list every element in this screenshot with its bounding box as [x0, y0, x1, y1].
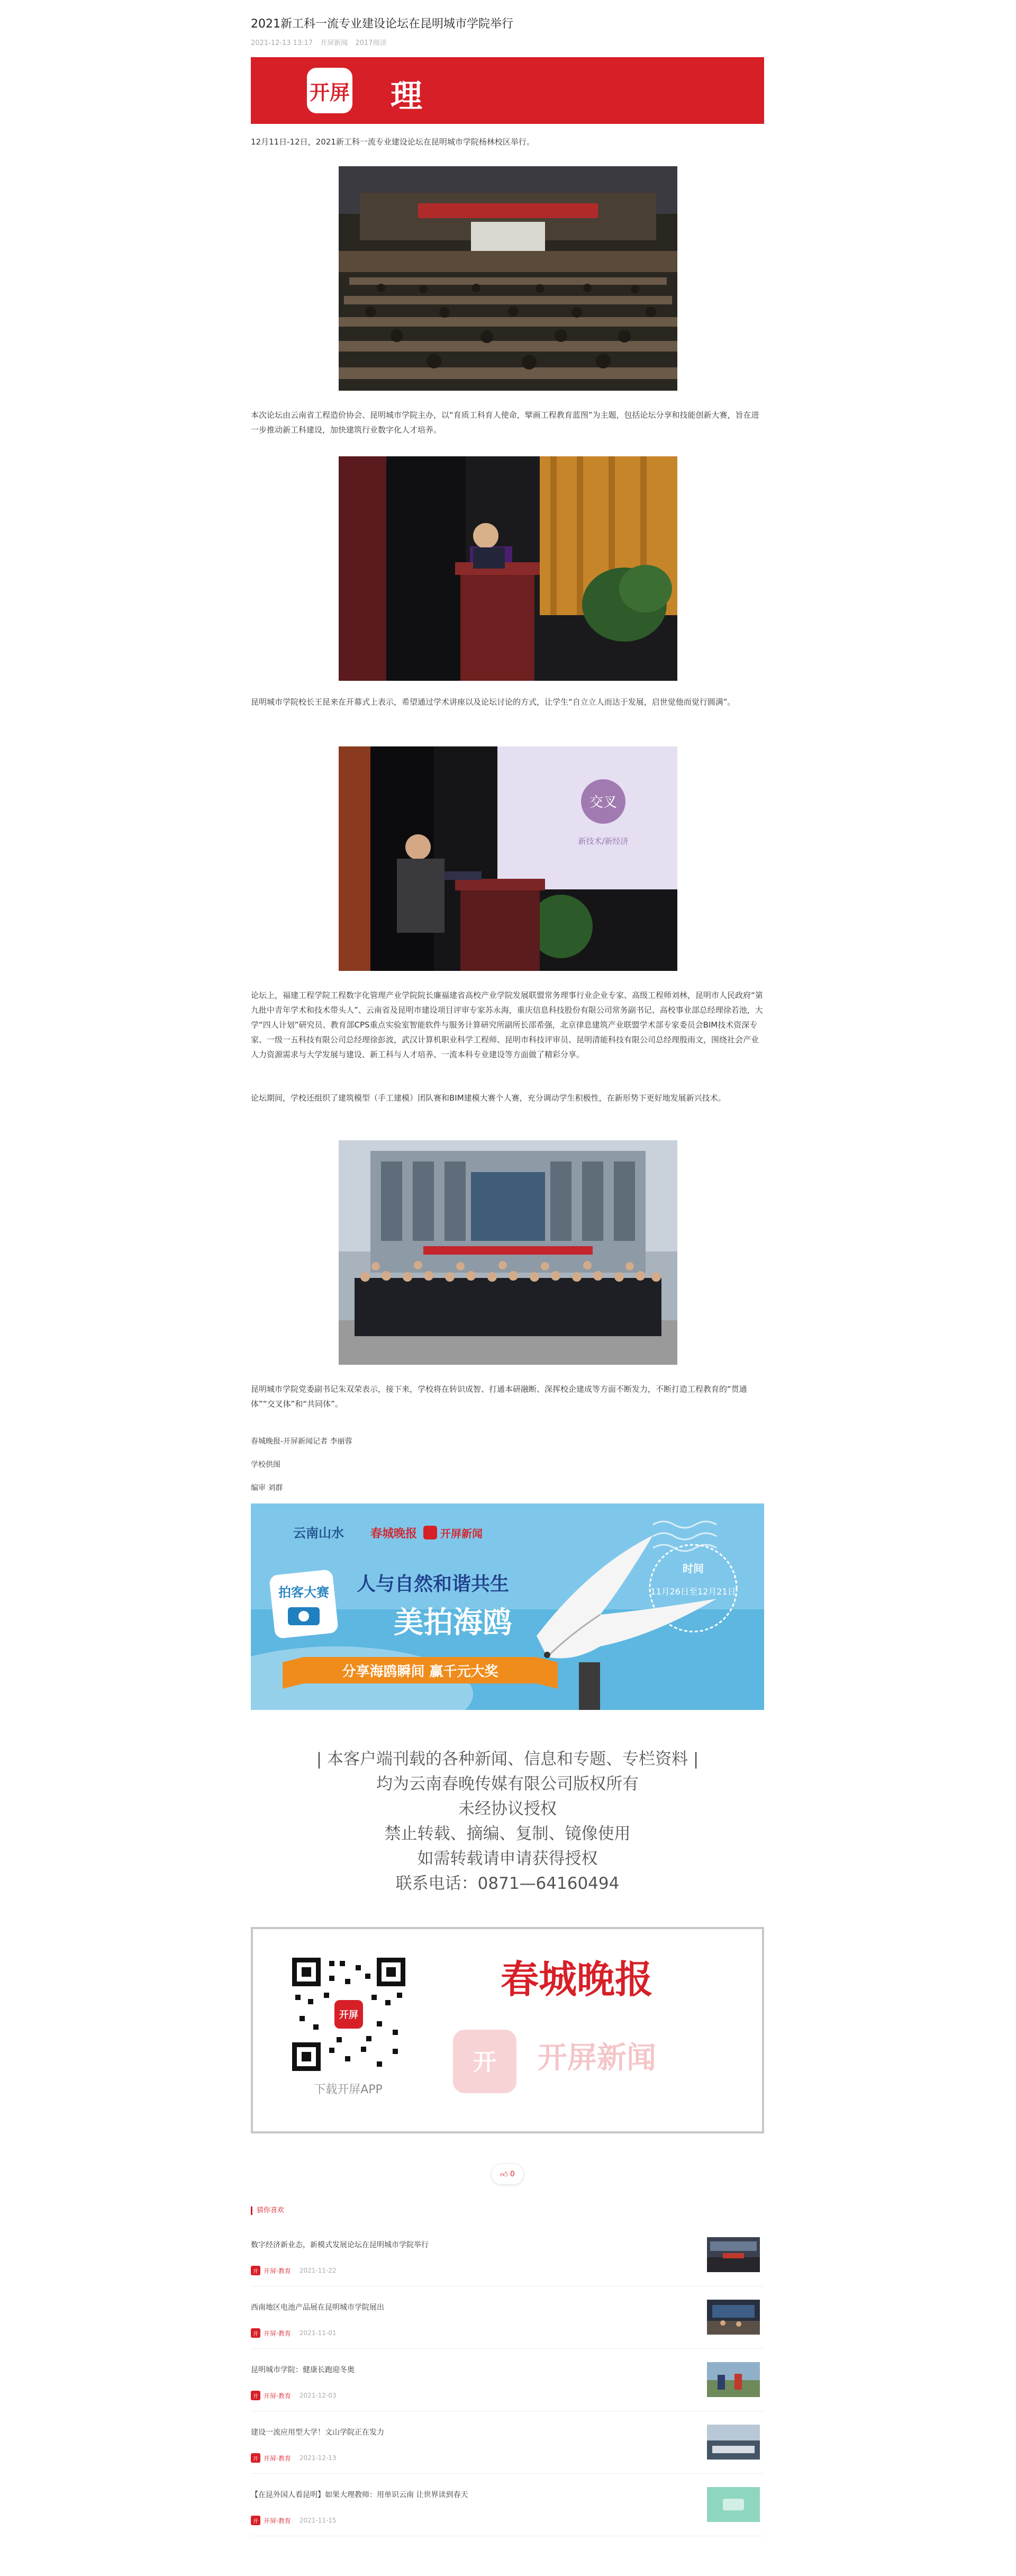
seagull-photo-contest-ad[interactable] — [251, 1503, 764, 1710]
app-download-promo[interactable] — [251, 1927, 764, 2133]
paragraph-closing: 昆明城市学院党委副书记朱双荣表示，接下来，学校将在转识成智、打通本研融断、深挥校企建成等方面不断发力，不断打造工程教育的“贯通体”“交叉体”和“共同体”。 — [251, 1384, 747, 1409]
ad-brand-yunnan: 云南山水 — [293, 1526, 344, 1541]
ad-headline: 美拍海鸥 — [394, 1605, 512, 1640]
photo-keynote-speaker[interactable] — [339, 746, 677, 971]
recommend-thumbnail[interactable] — [707, 2487, 760, 2522]
ad-brand-kaiping: 开屏新闻 — [440, 1527, 483, 1540]
ad-ribbon: 分享海鸥瞬间 赢千元大奖 — [342, 1664, 498, 1680]
recommend-date: 2021-11-22 — [299, 2267, 337, 2274]
article-title: 2021新工科一流专业建设论坛在昆明城市学院举行 — [251, 17, 513, 31]
recommend-date: 2021-12-13 — [299, 2454, 337, 2462]
credit-reporter: 春城晚报-开屏新闻记者 李丽蓉 — [251, 1437, 352, 1446]
recommend-title[interactable]: 【在昆外国人看昆明】如果大理教师：用单识云南 让世界读到春天 — [251, 2491, 468, 2499]
recommend-source — [251, 2516, 337, 2525]
qr-code — [292, 1958, 405, 2071]
source-label: 开屏·教育 — [264, 2454, 291, 2462]
recommend-title[interactable]: 西南地区电池产品展在昆明城市学院展出 — [251, 2303, 384, 2312]
recommend-title[interactable]: 数字经济新业态，新模式发展论坛在昆明城市学院举行 — [251, 2241, 429, 2249]
article-source[interactable]: 开屏新闻 — [320, 39, 348, 47]
paragraph-competitions: 论坛期间，学校还组织了建筑模型（手工建模）团队赛和BIM建模大赛个人赛，充分调动学生积极性，在新形势下更好地发展新兴技术。 — [251, 1093, 726, 1103]
ad-brand-chuncheng: 春城晚报 — [370, 1527, 418, 1541]
recommend-source — [251, 2391, 337, 2400]
copyright-line-1: | 本客户端刊载的各种新闻、信息和专题、专栏资料 | — [316, 1750, 699, 1769]
credit-photo: 学校供图 — [251, 1461, 280, 1469]
recommend-thumbnail[interactable] — [707, 2362, 760, 2397]
source-label: 开屏·教育 — [264, 2392, 291, 2400]
banner-category-char: 理 — [391, 78, 422, 115]
screen-subtitle: 新技术/新经济 — [578, 836, 629, 846]
svg-text:开: 开 — [473, 2049, 496, 2076]
article-date: 2021-12-13 13:17 — [251, 39, 313, 47]
download-app-label: 下载开屏APP — [314, 2083, 383, 2096]
recommend-source — [251, 2328, 337, 2338]
paragraph-intro: 12月11日-12日，2021新工科一流专业建设论坛在昆明城市学院杨林校区举行。 — [251, 137, 534, 147]
article-views: 2017阅读 — [355, 39, 387, 47]
category-banner — [251, 57, 764, 124]
recommend-item[interactable] — [251, 2411, 764, 2474]
thumbs-up-icon: 👍︎ — [500, 2170, 508, 2179]
like-count: 0 — [510, 2170, 515, 2178]
source-label: 开屏·教育 — [264, 2267, 291, 2275]
recommend-item[interactable] — [251, 2473, 764, 2536]
recommend-date: 2021-11-15 — [299, 2517, 337, 2524]
article-meta — [251, 37, 392, 47]
copyright-notice — [251, 1747, 764, 1896]
photo-group[interactable] — [339, 1140, 677, 1365]
copyright-line-4: 禁止转载、摘编、复制、镜像使用 — [384, 1824, 631, 1843]
recommend-item[interactable] — [251, 2286, 764, 2349]
kaiping-mini-icon: 开 — [251, 2328, 260, 2338]
credit-editor: 编审 刘群 — [251, 1484, 283, 1492]
paragraph-speakers: 论坛上，福建工程学院工程数字化管理产业学院院长廉福建省高校产业学院发展联盟常务理事行业企业专家、高级工程师刘林，昆明市人民政府“第九批中青年学术和技术带头人”、云南省及昆明市建设项目评审专家苏永海，重庆信息科技股份有限公司常务副书记、高校事业部总经理徐若池，大学“四人计划”研究员、教育部CPS重点实验室智能软件与服务计算研究所副所长邵希强，北京律息建筑产业联盟学术部专家委员会BIM技术资深专家、一级一五科技有限公司总经理徐彭波，武汉计算机职业科学工程师、昆明市科技评审员、昆明清能科技有限公司总经理殷雨文，围绕社会产业人力资源需求与大学发展与建设、新工科与人才培养、一流本科专业建设等方面做了精彩分享。 — [251, 990, 763, 1059]
photo-forum-auditorium[interactable] — [339, 166, 677, 391]
source-label: 开屏·教育 — [264, 2517, 291, 2525]
recommend-item[interactable] — [251, 2348, 764, 2411]
ad-time-range: 11月26日至12月21日 — [650, 1587, 736, 1597]
screen-title: 交叉 — [589, 795, 618, 810]
like-button[interactable] — [491, 2164, 524, 2185]
kaiping-mini-icon: 开 — [251, 2266, 260, 2275]
qr-center-logo: 开屏 — [339, 2010, 358, 2021]
paragraph-president: 昆明城市学院校长王昆来在开幕式上表示，希望通过学术讲座以及论坛讨论的方式，让学生“自立立人而达于发展，启世觉他而觉行圆满”。 — [251, 697, 736, 707]
photo-president-speech[interactable] — [339, 456, 677, 681]
recommend-thumbnail[interactable] — [707, 2425, 760, 2460]
kaiping-logo: 开屏 — [307, 68, 352, 113]
newspaper-logo: 春城晚报 — [500, 1957, 654, 2002]
recommend-heading: 猜你喜欢 — [251, 2206, 284, 2215]
recommend-source — [251, 2453, 337, 2463]
kaiping-mini-icon: 开 — [251, 2453, 260, 2463]
recommend-thumbnail[interactable] — [707, 2300, 760, 2335]
copyright-line-2: 均为云南春晚传媒有限公司版权所有 — [376, 1775, 639, 1794]
ad-time-label: 时间 — [683, 1562, 704, 1575]
recommend-title[interactable]: 昆明城市学院：健康长跑迎冬奥 — [251, 2366, 355, 2374]
recommend-date: 2021-11-01 — [299, 2329, 337, 2337]
ad-slogan: 人与自然和谐共生 — [357, 1573, 510, 1595]
ad-badge: 拍客大赛 — [278, 1585, 329, 1600]
recommend-source — [251, 2266, 337, 2275]
recommend-date: 2021-12-03 — [299, 2392, 337, 2399]
kaiping-app-name: 开屏新闻 — [538, 2040, 656, 2075]
copyright-line-5: 如需转载请申请获得授权 — [417, 1849, 598, 1868]
recommend-title[interactable]: 建设一流应用型大学！文山学院正在发力 — [251, 2428, 384, 2437]
kaiping-mini-icon: 开 — [251, 2516, 260, 2525]
kaiping-mini-icon: 开 — [251, 2391, 260, 2400]
copyright-phone: 联系电话：0871—64160494 — [395, 1874, 620, 1893]
paragraph-organizers: 本次论坛由云南省工程造价协会、昆明城市学院主办，以“育质工科育人使命，擘画工程教育蓝图”为主题，包括论坛分享和技能创新大赛，旨在进一步推动新工科建设，加快建筑行业数字化人才培养。 — [251, 410, 759, 435]
recommend-item[interactable] — [251, 2223, 764, 2286]
copyright-line-3: 未经协议授权 — [458, 1799, 557, 1818]
recommend-thumbnail[interactable] — [707, 2237, 760, 2272]
source-label: 开屏·教育 — [264, 2329, 291, 2337]
